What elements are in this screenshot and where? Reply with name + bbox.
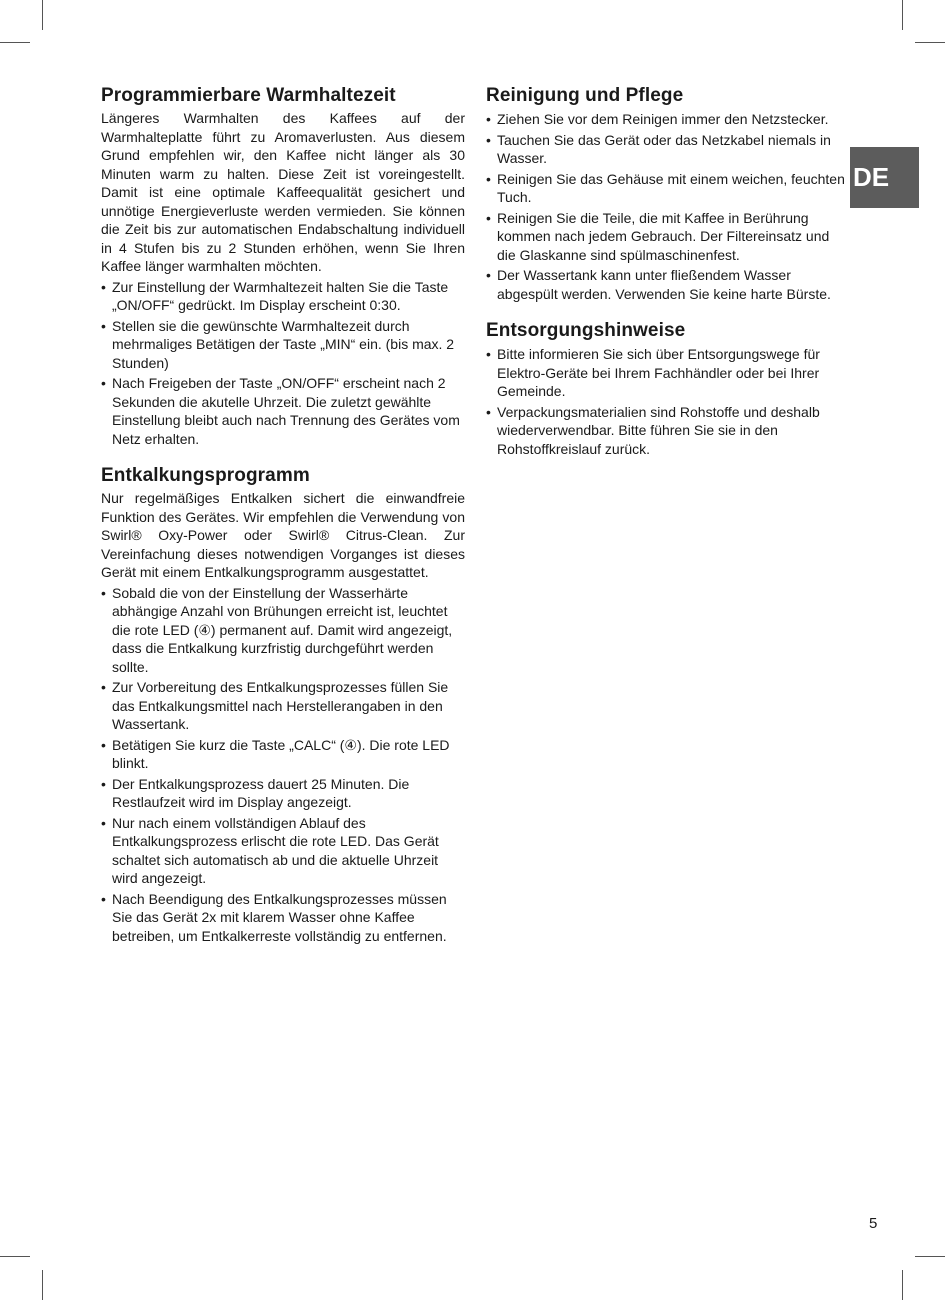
right-column (486, 84, 850, 474)
crop-mark (902, 0, 903, 30)
list-item: • Sobald die von der Einstellung der Wasserhärte abhängige Anzahl von Brühungen erreicht ist, leuchtet die rote LED (④) permanent auf. Damit wird angezeigt, dass die Entkalkung kurzfristig durchgeführt werden sollte. (101, 584, 453, 675)
list-item: • Bitte informieren Sie sich über Entsorgungswege für Elektro-Geräte bei Ihrem Fachhändler oder bei Ihrer Gemeinde. (486, 346, 820, 399)
list-item: • Betätigen Sie kurz die Taste „CALC“ (④). Die rote LED blinkt. (101, 736, 450, 771)
section-entsorgung (486, 319, 850, 458)
crop-mark (42, 1270, 43, 1300)
list-item: • Reinigen Sie die Teile, die mit Kaffee in Berührung kommen nach jedem Gebrauch. Der Filtereinsatz und die Glaskanne sind spülmaschinenfest. (486, 209, 830, 263)
list-item: • Tauchen Sie das Gerät oder das Netzkabel niemals in Wasser. (486, 131, 831, 166)
page-number: 5 (869, 1215, 878, 1232)
list-item: • Der Entkalkungsprozess dauert 25 Minuten. Die Restlaufzeit wird im Display angezeigt. (101, 775, 410, 810)
section-heading: Entkalkungsprogramm (101, 465, 310, 486)
list-item: • Ziehen Sie vor dem Reinigen immer den Netzstecker. (486, 111, 829, 127)
bullet-list (486, 110, 850, 303)
crop-mark (0, 1256, 30, 1257)
section-heading: Entsorgungshinweise (486, 320, 686, 341)
list-item: • Nach Freigeben der Taste „ON/OFF“ erscheint nach 2 Sekunden die akutelle Uhrzeit. Die zuletzt gewählte Einstellung bleibt auch nach Trennung des Gerätes vom Netz erhalten. (101, 375, 460, 447)
section-entkalkung (101, 464, 465, 945)
crop-mark (902, 1270, 903, 1300)
section-warmhaltezeit (101, 84, 465, 448)
crop-mark (915, 1256, 945, 1257)
language-tab: DE (850, 147, 919, 208)
crop-mark (915, 42, 945, 43)
bullet-list (101, 278, 465, 449)
left-column (101, 84, 465, 961)
list-item: • Zur Vorbereitung des Entkalkungsprozesses füllen Sie das Entkalkungsmittel nach Herstellerangaben in den Wassertank. (101, 679, 449, 732)
section-heading: Reinigung und Pflege (486, 85, 684, 106)
crop-mark (42, 0, 43, 30)
section-heading: Programmierbare Warmhaltezeit (101, 85, 396, 106)
bullet-list (486, 345, 850, 458)
section-intro: Längeres Warmhalten des Kaffees auf der Warmhalteplatte führt zu Aromaverlusten. Aus diesem Grund empfehlen wir, den Kaffee nicht länger als 30 Minuten warm zu halten. Diese Zeit ist voreingestellt. Damit ist eine optimale Kaffeequalität gesichert und unnötige Energieverluste werden vermieden. Sie können die Zeit bis zur automatischen Endabschaltung individuell in 4 Stufen bis zu 2 Stunden erhöhen, wenn Sie Ihren Kaffee länger warmhalten möchten. (101, 110, 465, 274)
crop-mark (0, 42, 30, 43)
list-item: • Der Wassertank kann unter fließendem Wasser abgespült werden. Verwenden Sie keine harte Bürste. (486, 267, 831, 302)
list-item: • Nach Beendigung des Entkalkungsprozesses müssen Sie das Gerät 2x mit klarem Wasser ohne Kaffee betreiben, um Entkalkerreste vollständig zu entfernen. (101, 890, 447, 944)
section-reinigung (486, 84, 850, 303)
list-item: • Verpackungsmaterialien sind Rohstoffe und deshalb wiederverwendbar. Bitte führen Sie sie in den Rohstoffkreislauf zurück. (486, 403, 820, 457)
list-item: • Stellen sie die gewünschte Warmhaltezeit durch mehrmaliges Betätigen der Taste „MIN“ ein. (bis max. 2 Stunden) (101, 317, 455, 371)
list-item: • Reinigen Sie das Gehäuse mit einem weichen, feuchten Tuch. (486, 170, 845, 205)
bullet-list (101, 584, 465, 946)
list-item: • Nur nach einem vollständigen Ablauf des Entkalkungsprozess erlischt die rote LED. Das Gerät schaltet sich automatisch ab und die aktuelle Uhrzeit wird angezeigt. (101, 814, 439, 886)
section-intro: Nur regelmäßiges Entkalken sichert die einwandfreie Funktion des Gerätes. Wir empfehlen die Verwendung von Swirl® Oxy-Power oder Swirl® Citrus-Clean. Zur Vereinfachung dieses notwendigen Vorganges ist dieses Gerät mit einem Entkalkungsprogramm ausgestattet. (101, 490, 465, 580)
list-item: • Zur Einstellung der Warmhaltezeit halten Sie die Taste „ON/OFF“ gedrückt. Im Display erscheint 0:30. (101, 278, 449, 313)
